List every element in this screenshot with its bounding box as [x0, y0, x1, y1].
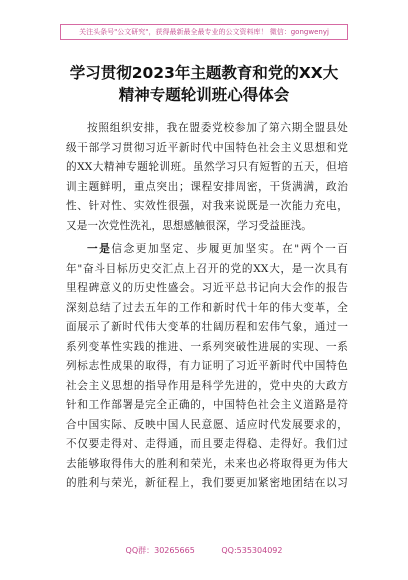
- paragraph-line: 里程碑意义的历史性盛会。习近平总书记向大会作的报告: [66, 282, 348, 294]
- paragraph-line: 深刻总结了过去五年的工作和新时代十年的伟大变革，全: [66, 301, 348, 314]
- paragraph-line: 年"奋斗目标历史交汇点上召开的党的XX大，是一次具有: [66, 262, 348, 275]
- promo-banner: 关注头条号"公文研究"，获得最新最全最专业的公文资料库！ 微信：gongwenyj: [60, 24, 348, 40]
- point-lead: 一是: [87, 243, 112, 255]
- document-title: [30, 62, 378, 106]
- paragraph-line: 级干部学习贯彻习近平新时代中国特色社会主义思想和党: [66, 141, 348, 154]
- paragraph-line: 针和工作部署是完全正确的，中国特色社会主义道路是符: [66, 399, 348, 411]
- paragraph-line: 不仅要走得对、走得通，而且要走得稳、走得好。我们过: [66, 438, 348, 450]
- title-line-2: 精神专题轮训班心得体会: [118, 86, 290, 104]
- paragraph-1: [66, 119, 348, 236]
- paragraph-line: 系列变革性实践的推进、一系列突破性进展的实现、一系: [66, 340, 348, 353]
- footer-contact: [0, 545, 408, 556]
- paragraph-line-text: 信念更加坚定、步履更加坚实。在"两个一百: [111, 243, 349, 255]
- paragraph-line: 按照组织安排，我在盟委党校参加了第六期全盟县处: [87, 122, 348, 134]
- paragraph-line: 又是一次党性洗礼，思想感触很深，学习受益匪浅。: [66, 219, 312, 232]
- title-line-1: 学习贯彻2023年主题教育和党的XX大: [69, 64, 339, 82]
- paragraph-line: [66, 240, 348, 260]
- paragraph-line: 的胜利与荣光，新征程上，我们要更加紧密地团结在以习: [66, 477, 348, 489]
- paragraph-line: 列标志性成果的取得，有力证明了习近平新时代中国特色: [66, 360, 348, 372]
- paragraph-line: 合中国实际、反映中国人民意愿、适应时代发展要求的，: [66, 418, 348, 431]
- paragraph-line: 训主题鲜明，重点突出；课程安排周密，干货满满，政治: [66, 180, 348, 193]
- document-body: [66, 119, 348, 494]
- paragraph-line: 社会主义思想的指导作用是科学先进的，党中央的大政方: [66, 379, 348, 392]
- paragraph-line: 面展示了新时代伟大变革的壮阔历程和宏伟气象，通过一: [66, 321, 348, 333]
- paragraph-line: 去能够取得伟大的胜利和荣光，未来也必将取得更为伟大: [66, 457, 348, 470]
- paragraph-2: [66, 240, 348, 494]
- qq-group-label: QQ群：30265665: [125, 546, 195, 555]
- paragraph-line: 的XX大精神专题轮训班。虽然学习只有短暂的五天，但培: [66, 161, 348, 173]
- paragraph-line: 性、针对性、实效性很强，对我来说既是一次能力充电，: [66, 200, 348, 212]
- qq-label: QQ:535304092: [221, 546, 283, 555]
